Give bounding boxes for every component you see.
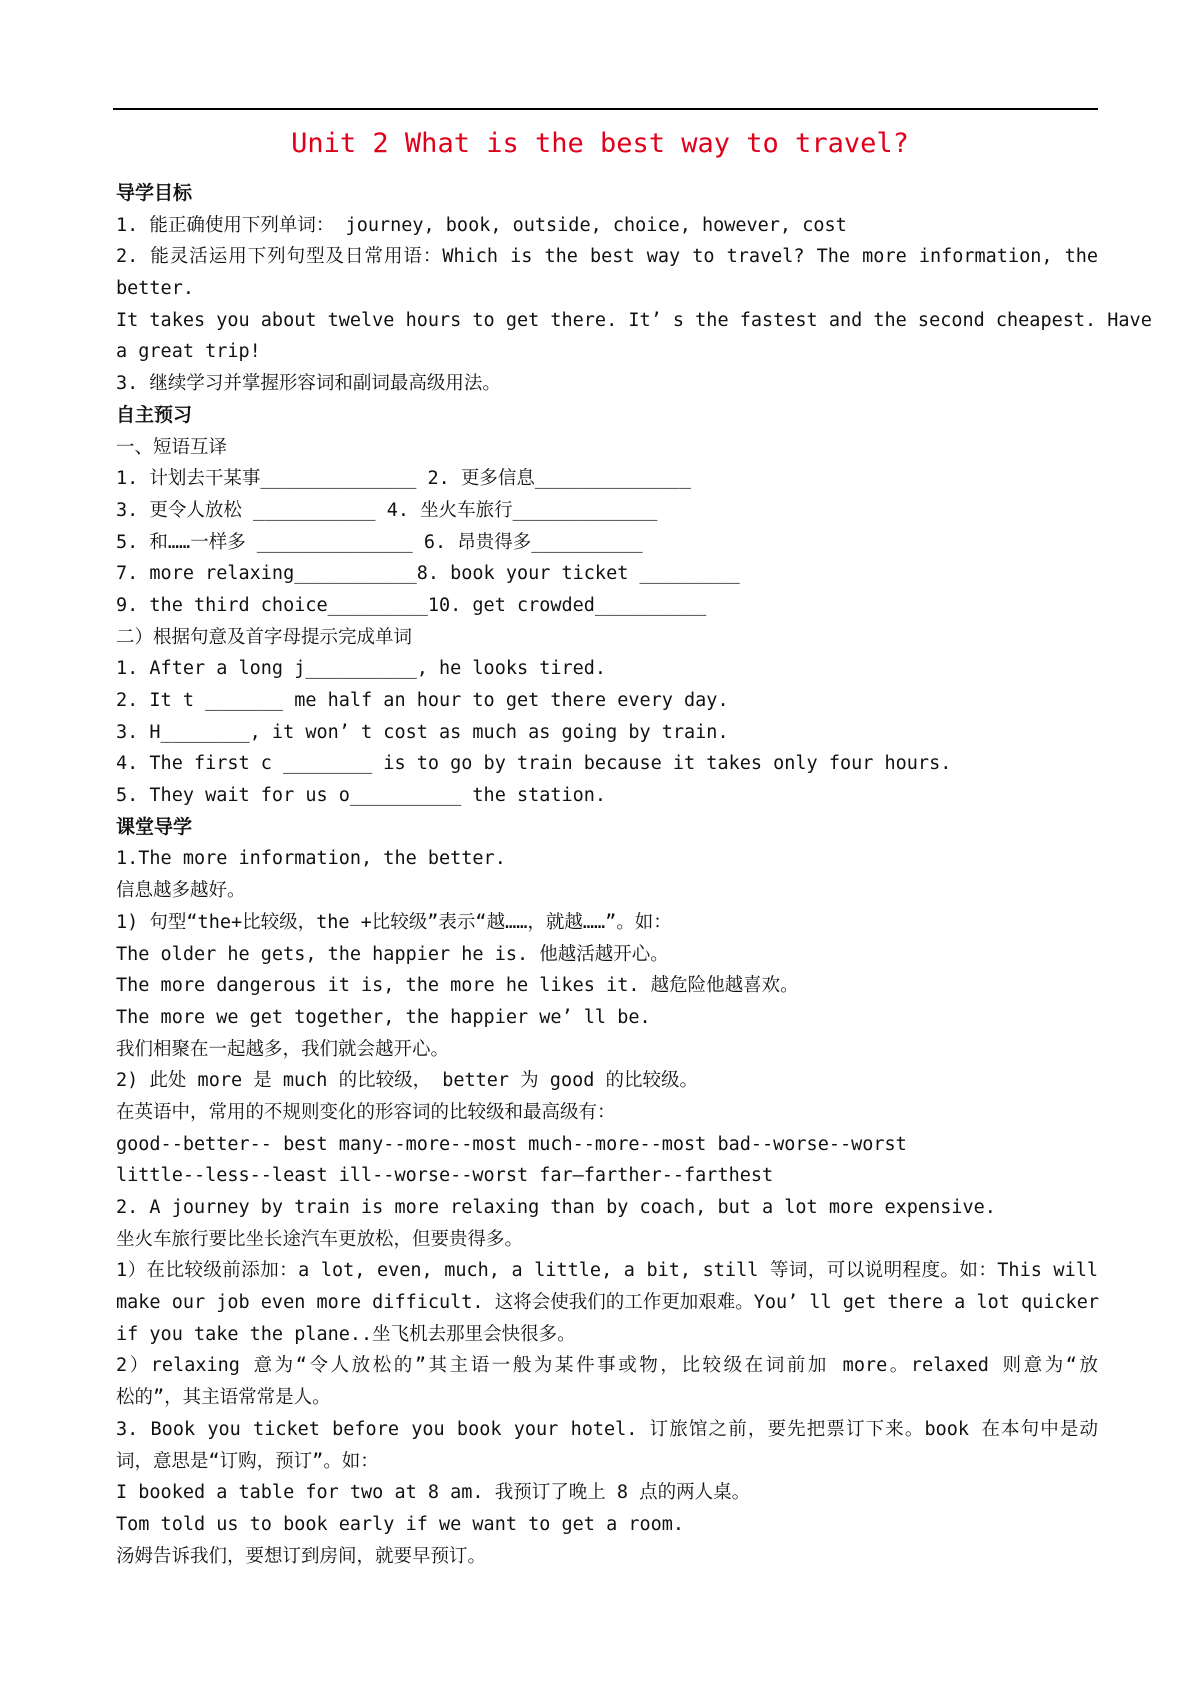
text-line: 汤姆告诉我们，要想订到房间，就要早预订。 (116, 1545, 487, 1567)
text-line: 我们相聚在一起越多，我们就会越开心。 (116, 1038, 450, 1060)
text-line: 3. 继续学习并掌握形容词和副词最高级用法。 (116, 373, 501, 395)
text-line: It takes you about twelve hours to get there. It’ s the fastest and the second cheapest. Have (116, 309, 1152, 331)
text-line: 2) 此处 more 是 much 的比较级， better 为 good 的比较级。 (116, 1070, 699, 1092)
text-line: Tom told us to book early if we want to get a room. (116, 1513, 685, 1535)
text-line: I booked a table for two at 8 am. 我预订了晚上 8 点的两人桌。 (116, 1482, 751, 1504)
section-heading: 导学目标 (116, 182, 193, 204)
text-line: 1) 句型“the+比较级，the +比较级”表示“越……，就越……”。如： (116, 911, 672, 933)
text-line: 1）在比较级前添加：a lot, even, much, a little, a bit, still 等词，可以说明程度。如：This will (116, 1260, 1098, 1282)
text-line: 松的”，其主语常常是人。 (116, 1387, 331, 1409)
text-line: The more dangerous it is, the more he likes it. 越危险他越喜欢。 (116, 975, 799, 997)
text-line: better. (116, 278, 194, 300)
text-line: 在英语中，常用的不规则变化的形容词的比较级和最高级有： (116, 1101, 616, 1123)
text-line: 2）relaxing 意为“令人放松的”其主语一般为某件事或物，比较级在词前加 more。relaxed 则意为“放 (116, 1355, 1098, 1377)
text-line: The older he gets, the happier he is. 他越活越开心。 (116, 943, 669, 965)
page-title: Unit 2 What is the best way to travel? (291, 128, 909, 159)
text-line: The more we get together, the happier we’ ll be. (116, 1006, 651, 1028)
text-line: 1. 能正确使用下列单词： journey, book, outside, choice, however, cost (116, 214, 847, 236)
text-line: 1.The more information, the better. (116, 848, 506, 870)
text-line: 3. H________, it won’ t cost as much as going by train. (116, 721, 729, 743)
text-line: 5. They wait for us o__________ the station. (116, 785, 607, 807)
document-body (116, 178, 1152, 1572)
text-line: make our job even more difficult. 这将会使我们的工作更加艰难。You’ ll get there a lot quicker (116, 1292, 1099, 1314)
text-line: a great trip! (116, 341, 261, 363)
text-line: 2. It t _______ me half an hour to get there every day. (116, 690, 729, 711)
text-line: 一、短语互译 (116, 436, 228, 458)
text-line: 词，意思是“订购，预订”。如： (116, 1450, 379, 1472)
text-line: 5. 和……一样多 ______________ 6. 昂贵得多__________ (116, 531, 643, 553)
text-line: little--less--least ill--worse--worst far—farther--farthest (116, 1165, 774, 1187)
text-line: 信息越多越好。 (116, 880, 246, 902)
text-line: 4. The first c ________ is to go by train because it takes only four hours. (116, 753, 952, 775)
text-line: 二）根据句意及首字母提示完成单词 (116, 626, 413, 648)
text-line: 3. 更令人放松 ___________ 4. 坐火车旅行_____________ (116, 499, 658, 521)
text-line: 7. more relaxing___________8. book your ticket _________ (116, 563, 740, 585)
text-line: 2. A journey by train is more relaxing than by coach, but a lot more expensive. (116, 1197, 996, 1218)
text-line: if you take the plane..坐飞机去那里会快很多。 (116, 1323, 576, 1345)
text-line: 9. the third choice_________10. get crowded__________ (116, 594, 707, 616)
header-rule (113, 108, 1098, 110)
text-line: 坐火车旅行要比坐长途汽车更放松，但要贵得多。 (116, 1228, 524, 1250)
text-line: 1. 计划去干某事______________ 2. 更多信息______________ (116, 468, 691, 490)
text-line: good--better-- best many--more--most much--more--most bad--worse--worst (116, 1133, 907, 1155)
section-heading: 课堂导学 (116, 815, 193, 838)
text-line: 1. After a long j__________, he looks tired. (116, 658, 607, 680)
section-heading: 自主预习 (116, 403, 193, 426)
text-line: 3. Book you ticket before you book your hotel. 订旅馆之前，要先把票订下来。book 在本句中是动 (116, 1418, 1098, 1440)
text-line: 2. 能灵活运用下列句型及日常用语：Which is the best way to travel? The more information, the (116, 246, 1098, 268)
